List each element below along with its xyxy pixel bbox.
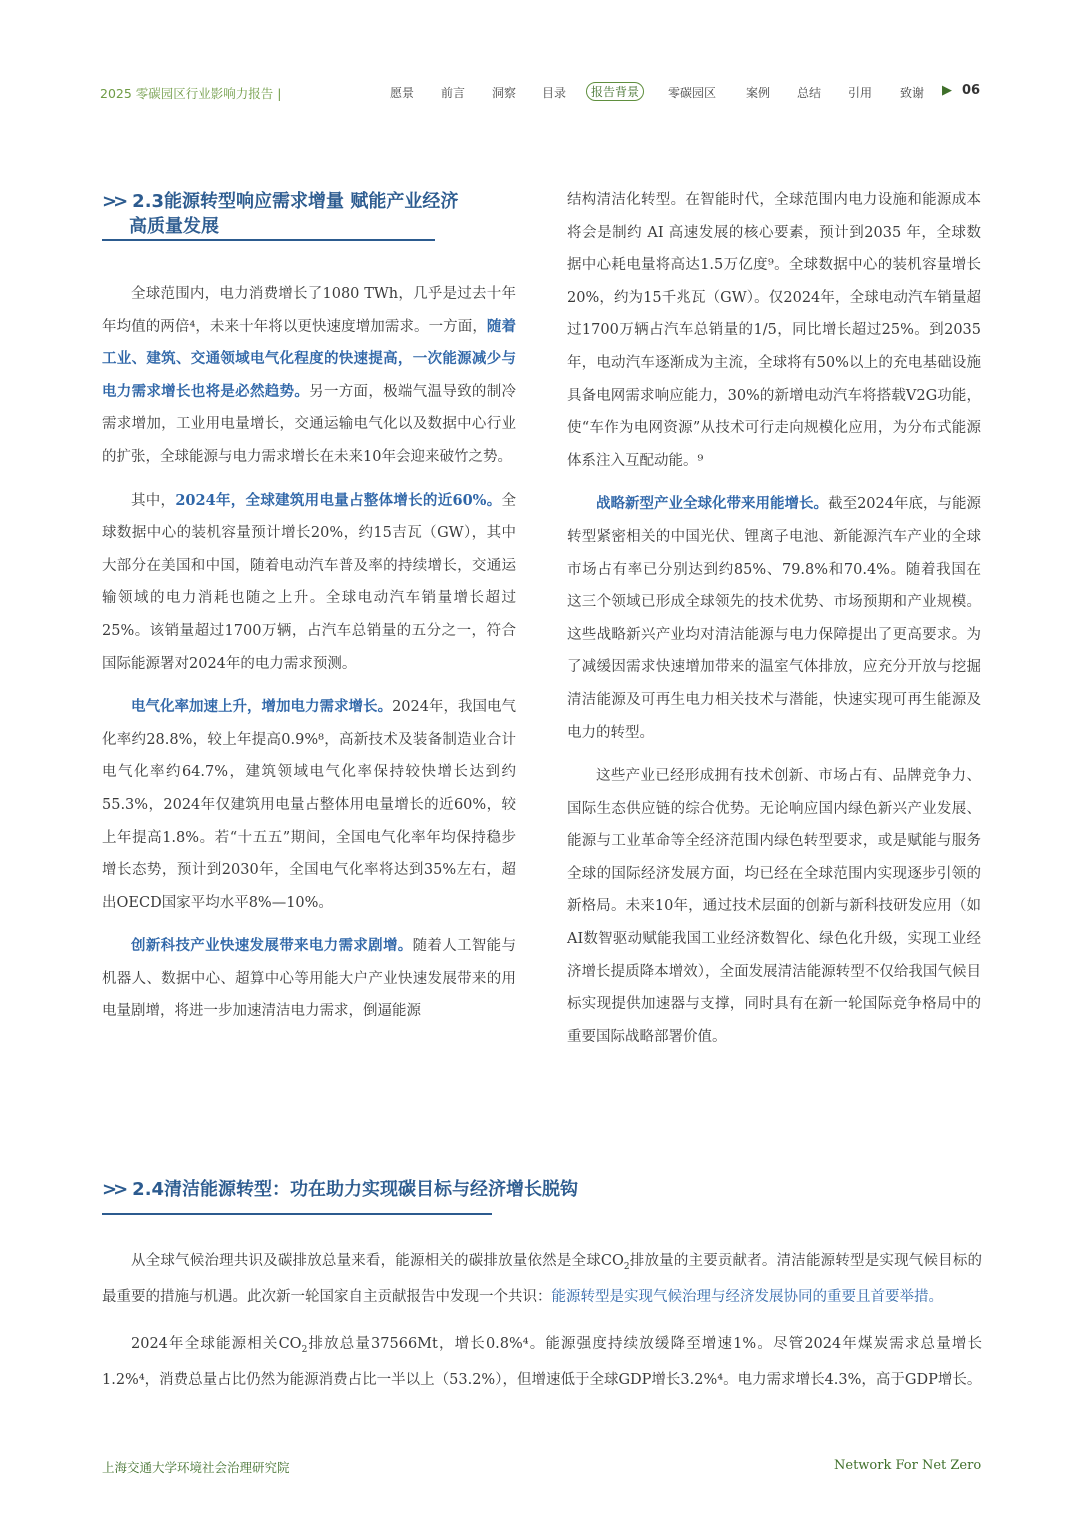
- page-header: [0, 0, 1080, 120]
- nav-item-contents[interactable]: 目录: [542, 86, 567, 100]
- nav-item-acknowledgements[interactable]: 致谢: [900, 86, 925, 100]
- double-chevron-icon: >>: [102, 1179, 125, 1200]
- nav-item-summary[interactable]: 总结: [797, 86, 822, 100]
- paragraph: 从全球气候治理共识及碳排放总量来看，能源相关的碳排放量依然是全球$CO_2$排放量的主要贡献者。清洁能源转型是实现气候目标的最重要的措施与机遇。此次新一轮国家自主贡献报告中发现一个共识：能源转型是实现气候治理与经济发展协同的重要且首要举措。: [102, 1253, 982, 1306]
- paragraph: 其中，2024年，全球建筑用电量占整体增长的近60%。全球数据中心的装机容量预计增长20%，约15吉瓦（GW），其中大部分在美国和中国，随着电动汽车普及率的持续增长，交通运输领域的电力消耗也随之上升。全球电动汽车销量增长超过25%。该销量超过1700万辆，占汽车总销量的五分之一，符合国际能源署对2024年的电力需求预测。: [102, 491, 516, 672]
- nav-item-zero-carbon-park[interactable]: 零碳园区: [668, 86, 717, 100]
- nav-item-report-background[interactable]: 报告背景: [586, 82, 644, 101]
- section-2-4-body: [102, 1246, 982, 1412]
- paragraph: 创新科技产业快速发展带来电力需求剧增。随着人工智能与机器人、数据中心、超算中心等用能大户产业快速发展带来的用电量剧增，将进一步加速清洁电力需求，倒逼能源: [102, 937, 516, 1020]
- nav-item-preface[interactable]: 前言: [441, 86, 466, 100]
- footer-institution: 上海交通大学环境社会治理研究院: [102, 1460, 290, 1475]
- paragraph: 结构清洁化转型。在智能时代，全球范围内电力设施和能源成本将会是制约 AI 高速发展的核心要素，预计到2035 年，全球数据中心耗电量将高达1.5万亿度⁹。全球数据中心的装机容量增长20%，约为15千兆瓦（GW）。仅2024年，全球电动汽车销量超过1700万辆占汽车总销量的1/5，同比增长超过25%。到2035年，电动汽车逐渐成为主流，全球将有50%以上的充电基础设施具备电网需求响应能力，30%的新增电动汽车将搭载V2G功能，使“车作为电网资源”从技术可行走向规模化应用，为分布式能源体系注入互配动能。⁹: [567, 192, 981, 469]
- top-navigation: [388, 80, 988, 106]
- section-2-3-title: >> 2.3能源转型响应需求增量 赋能产业经济 高质量发展: [102, 191, 459, 237]
- section-2-3-underline: [102, 239, 435, 241]
- next-page-icon[interactable]: ▶: [942, 83, 952, 98]
- section-2-3-right-column: [567, 184, 981, 1064]
- nav-item-cases[interactable]: 案例: [746, 86, 771, 100]
- nav-item-insight[interactable]: 洞察: [492, 86, 517, 100]
- double-chevron-icon: >>: [102, 191, 125, 212]
- footer-network: Network For Net Zero: [834, 1458, 982, 1473]
- section-2-4-underline: [102, 1213, 492, 1215]
- nav-item-references[interactable]: 引用: [848, 86, 873, 100]
- nav-item-vision[interactable]: 愿景: [390, 86, 415, 100]
- paragraph: 2024年全球能源相关$CO_2$排放总量37566Mt，增长0.8%⁴。能源强度持续放缓降至增速1%。尽管2024年煤炭需求总量增长1.2%⁴，消费总量占比仍然为能源消费占比一半以上（53.2%），但增速低于全球GDP增长3.2%⁴。电力需求增长4.3%，高于GDP增长。: [102, 1335, 982, 1389]
- section-2-3-left-column: [102, 278, 516, 1039]
- report-title: 2025 零碳园区行业影响力报告 |: [100, 86, 282, 101]
- section-2-4-title: >> 2.4清洁能源转型：功在助力实现碳目标与经济增长脱钩: [102, 1179, 579, 1200]
- paragraph: 电气化率加速上升，增加电力需求增长。2024年，我国电气化率约28.8%，较上年提高0.9%⁸，高新技术及装备制造业合计电气化率约64.7%，建筑领域电气化率保持较快增长达到约55.3%，2024年仅建筑用电量占整体用电量增长的近60%，较上年提高1.8%。若“十五五”期间，全国电气化率年均保持稳步增长态势，预计到2030年，全国电气化率将达到35%左右，超出OECD国家平均水平8%—10%。: [102, 698, 517, 911]
- paragraph: 全球范围内，电力消费增长了1080 TWh，几乎是过去十年年均值的两倍⁴，未来十年将以更快速度增加需求。一方面，随着工业、建筑、交通领域电气化程度的快速提高，一次能源减少与电力需求增长也将是必然趋势。另一方面，极端气温导致的制冷需求增加，工业用电量增长，交通运输电气化以及数据中心行业的扩张，全球能源与电力需求增长在未来10年会迎来破竹之势。: [102, 286, 517, 465]
- page-number: 06: [962, 83, 981, 98]
- paragraph: 这些产业已经形成拥有技术创新、市场占有、品牌竞争力、国际生态供应链的综合优势。无论响应国内绿色新兴产业发展、能源与工业革命等全经济范围内绿色转型要求，或是赋能与服务全球的国际经济发展方面，均已经在全球范围内实现逐步引领的新格局。未来10年，通过技术层面的创新与新科技研发应用（如AI数智驱动赋能我国工业经济数智化、绿色化升级，实现工业经济增长提质降本增效），全面发展清洁能源转型不仅给我国气候目标实现提供加速器与支撑，同时具有在新一轮国际竞争格局中的重要国际战略部署价值。: [567, 768, 981, 1045]
- paragraph: 战略新型产业全球化带来用能增长。截至2024年底，与能源转型紧密相关的中国光伏、锂离子电池、新能源汽车产业的全球市场占有率已分别达到约85%、79.8%和70.4%。随着我国在这三个领域已形成全球领先的技术优势、市场预期和产业规模。这些战略新兴产业均对清洁能源与电力保障提出了更高要求。为了减缓因需求快速增加带来的温室气体排放，应充分开放与挖掘清洁能源及可再生电力相关技术与潜能，快速实现可再生能源及电力的转型。: [567, 495, 981, 741]
